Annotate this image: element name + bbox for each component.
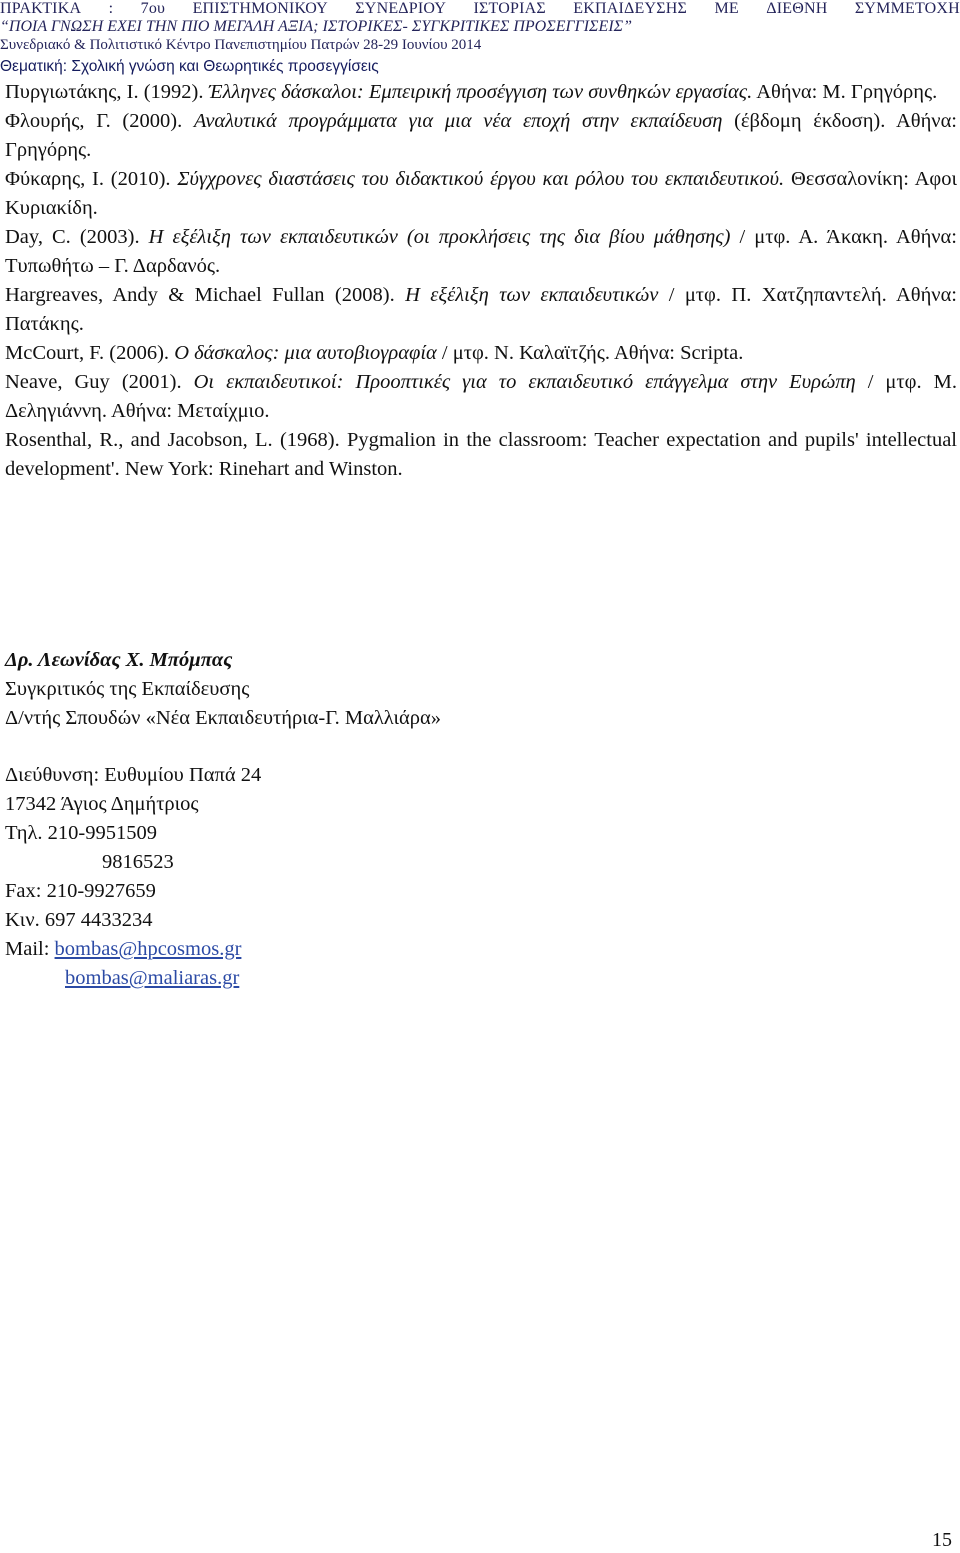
reference-item: Rosenthal, R., and Jacobson, L. (1968). Pygmalion in the classroom: Teacher expectation and pupils' intellectual development'. New York: Rinehart and Winston. [5, 429, 957, 480]
author-city: 17342 Άγιος Δημήτριος [5, 793, 199, 815]
header-word: ΣΥΜΜΕΤΟΧΗ [854, 0, 960, 17]
header-word: 7ου [140, 0, 166, 17]
header-theme: Θεματική: Σχολική γνώση και Θεωρητικές προσεγγίσεις [0, 58, 379, 75]
author-mail [5, 935, 705, 964]
header-word: ΠΡΑΚΤΙΚΑ [0, 0, 82, 17]
header-word: ΜΕ [714, 0, 739, 17]
reference-item: Φλουρής, Γ. (2000). Αναλυτικά προγράμματα για μια νέα εποχή στην εκπαίδευση (έβδομη έκδοση). Αθήνα: Γρηγόρης. [5, 110, 958, 161]
author-address: Διεύθυνση: Ευθυμίου Παπά 24 [5, 764, 262, 786]
header-word: ΔΙΕΘΝΗ [766, 0, 828, 17]
author-position: Δ/ντής Σπουδών «Νέα Εκπαιδευτήρια-Γ. Μαλλιάρα» [5, 707, 441, 729]
reference-item: Φύκαρης, Ι. (2010). Σύγχρονες διαστάσεις του διδακτικού έργου και ρόλου του εκπαιδευτικού. Θεσσαλονίκη: Αφοι Κυριακίδη. [5, 168, 957, 219]
author-fax: Fax: 210-9927659 [5, 880, 156, 902]
header-word: ΙΣΤΟΡΙΑΣ [473, 0, 546, 17]
email-link[interactable]: bombas@hpcosmos.gr [54, 938, 242, 960]
header-word: ΕΚΠΑΙΔΕΥΣΗΣ [573, 0, 688, 17]
email-link-2[interactable]: bombas@maliaras.gr [65, 967, 240, 989]
author-phone-2: 9816523 [102, 851, 174, 873]
author-info [5, 646, 705, 993]
header-conference-title: “ΠΟΙΑ ΓΝΩΣΗ ΕΧΕΙ ΤΗΝ ΠΙΟ ΜΕΓΑΛΗ ΑΞΙΑ; ΙΣΤΟΡΙΚΕΣ- ΣΥΓΚΡΙΤΙΚΕΣ ΠΡΟΣΕΓΓΙΣΕΙΣ” [0, 18, 633, 35]
reference-item: Hargreaves, Andy & Michael Fullan (2008). Η εξέλιξη των εκπαιδευτικών / μτφ. Π. Χατζηπαντελή. Αθήνα: Πατάκης. [5, 284, 958, 335]
author-phone: Τηλ. 210-9951509 [5, 822, 157, 844]
reference-item: Day, C. (2003). Η εξέλιξη των εκπαιδευτικών (οι προκλήσεις της δια βίου μάθησης) / μτφ. Α. Άκακη. Αθήνα: Τυπωθήτω – Γ. Δαρδανός. [5, 226, 957, 277]
author-role: Συγκριτικός της Εκπαίδευσης [5, 678, 250, 700]
header-word: : [108, 0, 114, 17]
reference-list [5, 78, 957, 484]
reference-item: McCourt, F. (2006). Ο δάσκαλος: μια αυτοβιογραφία / μτφ. Ν. Καλαϊτζής. Αθήνα: Scripta. [5, 342, 744, 364]
header-venue: Συνεδριακό & Πολιτιστικό Κέντρο Πανεπιστημίου Πατρών 28-29 Ιουνίου 2014 [0, 37, 482, 53]
reference-item: Neave, Guy (2001). Οι εκπαιδευτικοί: Προοπτικές για το εκπαιδευτικό επάγγελμα στην Ευρώπη / μτφ. Μ. Δεληγιάννη. Αθήνα: Μεταίχμιο. [5, 371, 957, 422]
header-line-1 [0, 0, 960, 18]
header-word: ΣΥΝΕΔΡΙΟΥ [355, 0, 447, 17]
page-number: 15 [932, 1529, 952, 1551]
author-mobile: Κιν. 697 4433234 [5, 909, 153, 931]
mail-label: Mail: [5, 938, 55, 960]
author-mail-2 [5, 964, 705, 993]
author-name: Δρ. Λεωνίδας Χ. Μπόμπας [5, 649, 233, 671]
reference-item: Πυργιωτάκης, Ι. (1992). Έλληνες δάσκαλοι: Εμπειρική προσέγγιση των συνθηκών εργασίας. Αθήνα: Μ. Γρηγόρης. [5, 81, 938, 103]
header-word: ΕΠΙΣΤΗΜΟΝΙΚΟΥ [192, 0, 328, 17]
